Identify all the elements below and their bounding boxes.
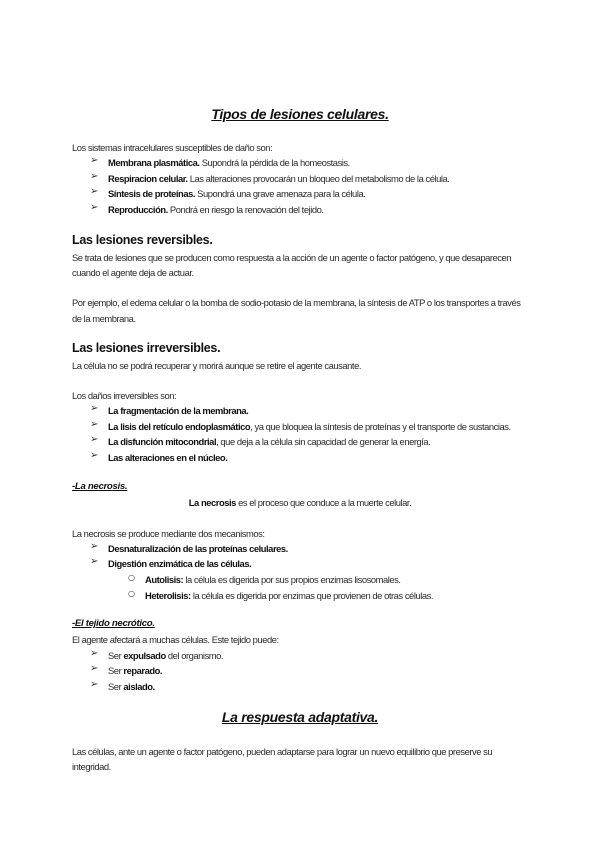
arrow-bullet-icon: ➢ [90, 450, 99, 461]
paragraph-line: integridad. [72, 761, 111, 772]
paragraph-line: Las células, ante un agente o factor patógeno, pueden adaptarse para lograr un nuevo equilibrio que preserve su [72, 746, 493, 757]
arrow-bullet-icon: ➢ [90, 155, 99, 166]
sublist-item: Autolisis: la célula es digerida por sus propios enzimas lisosomales. [145, 574, 401, 585]
intro-text: Los sistemas intracelulares susceptibles de daño son: [72, 142, 273, 153]
arrow-bullet-icon: ➢ [90, 679, 99, 690]
list-item: Desnaturalización de las proteínas celulares. [108, 543, 288, 554]
list-item: La lisis del retículo endoplasmático, ya que bloquea la síntesis de proteínas y el transporte de sustancias. [108, 421, 511, 432]
paragraph-line: Por ejemplo, el edema celular o la bomba de sodio-potasio de la membrana, la síntesis de ATP o los transportes a través [72, 297, 521, 308]
list-item: La disfunción mitocondrial, que deja a la célula sin capacidad de generar la energía. [108, 436, 431, 447]
list-item: Ser expulsado del organismo. [108, 650, 224, 661]
sublist-item: Heterolisis: la célula es digerida por enzimas que provienen de otras células. [145, 590, 434, 601]
subsection-heading-necrosis: -La necrosis. [72, 481, 128, 492]
paragraph-line: El agente afectará a muchas células. Este tejido puede: [72, 634, 279, 645]
circle-bullet-icon: ○ [128, 589, 135, 598]
list-item: Las alteraciones en el núcleo. [108, 452, 228, 463]
paragraph-line: de la membrana. [72, 313, 136, 324]
definition-line: La necrosis es el proceso que conduce a la muerte celular. [188, 497, 412, 508]
paragraph-line: Se trata de lesiones que se producen como respuesta a la acción de un agente o factor patógeno, y que desaparecen [72, 252, 512, 263]
section-heading-reversible: Las lesiones reversibles. [72, 233, 213, 247]
arrow-bullet-icon: ➢ [90, 186, 99, 197]
arrow-bullet-icon: ➢ [90, 202, 99, 213]
arrow-bullet-icon: ➢ [90, 403, 99, 414]
list-item: Digestión enzimática de las células. [108, 558, 252, 569]
paragraph-line: cuando el agente deja de actuar. [72, 267, 194, 278]
arrow-bullet-icon: ➢ [90, 556, 99, 567]
list-item: La fragmentación de la membrana. [108, 405, 249, 416]
arrow-bullet-icon: ➢ [90, 434, 99, 445]
paragraph-line: La necrosis se produce mediante dos mecanismos: [72, 528, 265, 539]
arrow-bullet-icon: ➢ [90, 541, 99, 552]
paragraph-line: Los daños irreversibles son: [72, 390, 177, 401]
paragraph-line: La célula no se podrá recuperar y morirá aunque se retire el agente causante. [72, 360, 361, 371]
list-item: Membrana plasmática. Supondrá la pérdida de la homeostasis. [108, 157, 350, 168]
arrow-bullet-icon: ➢ [90, 419, 99, 430]
section-heading-irreversible: Las lesiones irreversibles. [72, 341, 221, 355]
list-item: Respiracion celular. Las alteraciones provocarán un bloqueo del metabolismo de la célula. [108, 173, 450, 184]
circle-bullet-icon: ○ [128, 573, 135, 582]
section-title-adaptive: La respuesta adaptativa. [221, 709, 379, 725]
list-item: Ser reparado. [108, 665, 163, 676]
arrow-bullet-icon: ➢ [90, 171, 99, 182]
arrow-bullet-icon: ➢ [90, 663, 99, 674]
page-title: Tipos de lesiones celulares. [211, 106, 389, 122]
list-item: Síntesis de proteínas. Supondrá una grave amenaza para la célula. [108, 188, 366, 199]
list-item: Ser aislado. [108, 681, 155, 692]
list-item: Reproducción. Pondrá en riesgo la renovación del tejido. [108, 204, 324, 215]
arrow-bullet-icon: ➢ [90, 648, 99, 659]
subsection-heading-tejido: -El tejido necrótico. [72, 618, 155, 629]
